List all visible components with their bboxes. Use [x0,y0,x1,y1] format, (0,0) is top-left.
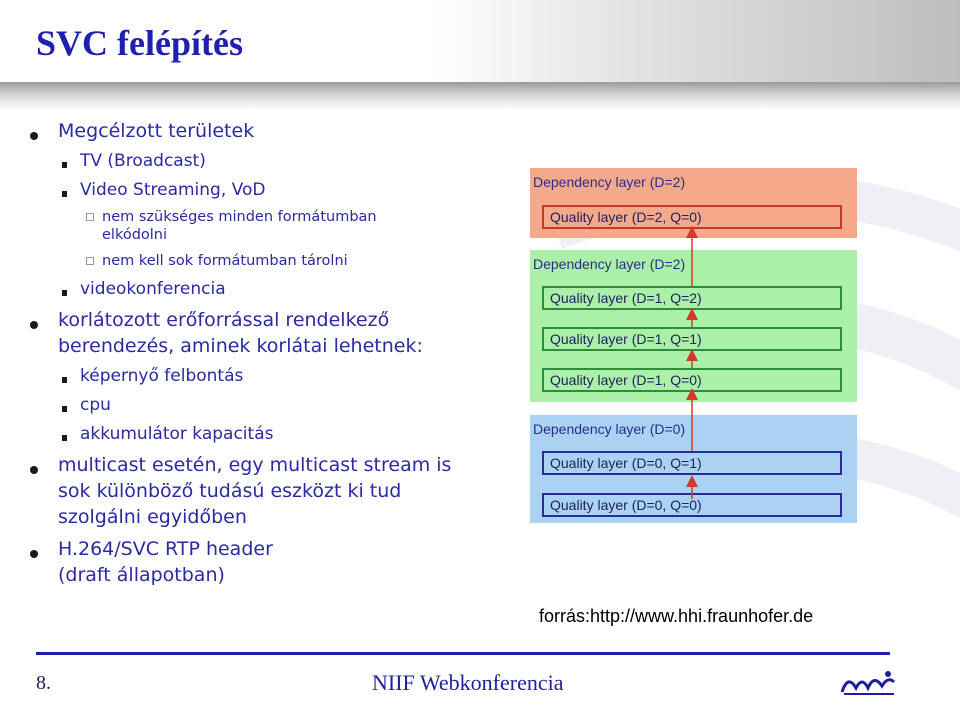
dependency-arrows [530,165,860,525]
sub-bullet-item [30,179,500,201]
bullet-text: multicast esetén, egy multicast stream is sok különböző tudású eszközt ki tud szolgálni egyidőben [58,454,452,528]
sub-bullet-item [30,423,500,445]
bullet-list [30,118,500,594]
source-credit: forrás:http://www.hhi.fraunhofer.de [539,606,814,626]
slide-title: SVC felépítés [36,23,243,63]
footer-divider [36,652,890,655]
sub-bullet-mark [62,162,67,168]
quality-layer-box: Quality layer (D=2, Q=0) [542,205,842,229]
bullet-item [30,536,328,588]
quality-layer-box: Quality layer (D=0, Q=1) [542,451,842,475]
bullet-dot [30,132,38,140]
sub-bullet-text: TV (Broadcast) [80,151,206,171]
sub-bullet-text: videokonferencia [80,279,226,299]
sub-sub-bullet-item [30,252,500,270]
page-number: 8. [36,672,51,694]
dependency-layer-label: Dependency layer (D=0) [533,421,686,437]
bullet-text: Megcélzott területek [58,120,255,142]
sub-bullet-item [30,150,500,172]
footer-title: NIIF Webkonferencia [372,670,564,695]
sub-bullet-mark [62,377,67,383]
sub-bullet-item [30,394,500,416]
quality-layer-box: Quality layer (D=1, Q=1) [542,327,842,351]
sub-bullet-mark [62,191,67,197]
quality-layer-box: Quality layer (D=1, Q=0) [542,368,842,392]
sub-bullet-text: akkumulátor kapacitás [80,424,274,444]
quality-layer-box: Quality layer (D=1, Q=2) [542,286,842,310]
bullet-item [30,118,500,144]
dependency-layer-label: Dependency layer (D=2) [533,256,686,272]
sub-bullet-item [30,365,500,387]
niif-logo-icon [838,666,898,698]
checkbox-bullet-icon [86,257,94,265]
sub-sub-bullet-text: nem szükséges minden formátumban elkódolni [102,209,377,243]
sub-bullet-mark [62,406,67,412]
svc-layer-diagram [530,165,860,525]
bullet-dot [30,321,38,329]
bullet-text: korlátozott erőforrással rendelkező berendezés, aminek korlátai lehetnek: [58,309,423,357]
bullet-text: H.264/SVC RTP header (draft állapotban) [58,538,273,586]
sub-bullet-mark [62,435,67,441]
quality-layer-box: Quality layer (D=0, Q=0) [542,493,842,517]
bullet-dot [30,466,38,474]
sub-sub-bullet-item [30,208,442,244]
sub-bullet-text: képernyő felbontás [80,366,244,386]
sub-bullet-mark [62,290,67,296]
sub-bullet-text: cpu [80,395,111,415]
sub-bullet-item [30,278,500,300]
checkbox-bullet-icon [86,213,94,221]
bullet-dot [30,550,38,558]
header-divider [0,82,960,110]
bullet-item [30,452,458,530]
bullet-item [30,307,478,359]
sub-sub-bullet-text: nem kell sok formátumban tárolni [102,253,348,269]
dependency-layer-label: Dependency layer (D=2) [533,174,686,190]
sub-bullet-text: Video Streaming, VoD [80,180,266,200]
